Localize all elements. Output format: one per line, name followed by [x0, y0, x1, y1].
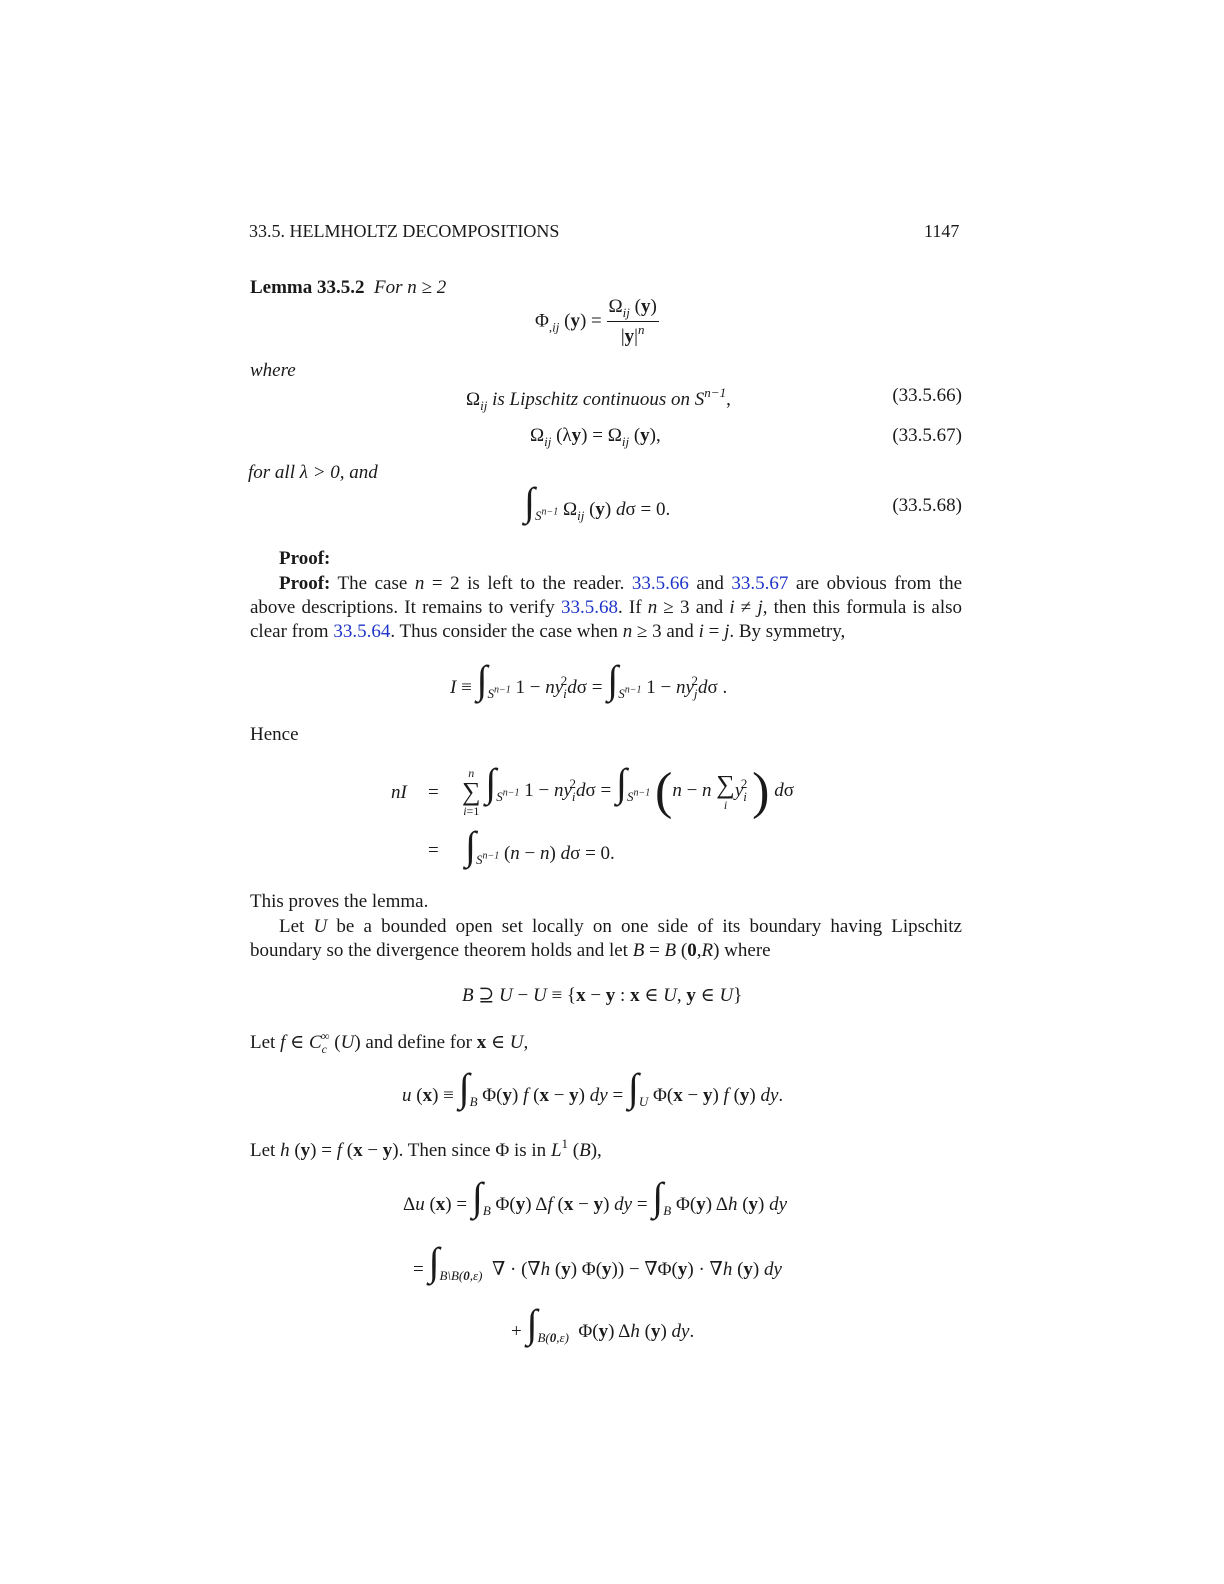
forall-text: for all λ > 0, and — [248, 462, 378, 483]
equation-laplacian-line2: = $\int_{B\backslash B(0,\varepsilon)}$ ∇ · (∇h (y) Φ(y)) − ∇Φ(y) · ∇h (y) dy — [413, 1239, 782, 1284]
equation-67: $\Omega_{ij}$ $(\lambda y) = \Omega_{ij}$ (y), — [530, 425, 661, 449]
proof-lead: Proof: — [279, 573, 331, 594]
then-words: . Then since Φ is in — [398, 1140, 547, 1161]
page-number: 1147 — [924, 221, 960, 241]
equation-laplacian-line3: + $\int_{B(0,\varepsilon)}$ Φ(y) Δh (y) dy. — [511, 1301, 695, 1346]
lemma-statement — [250, 277, 446, 299]
equation-laplacian-u: Δu $(x) = \int_B$ Φ(y) Δf (x − y) dy = $\int_B$ Φ(y) Δh (y) dy — [403, 1174, 788, 1219]
ref-33-5-66[interactable]: 33.5.66 — [631, 573, 689, 594]
equation-nI-line1: n ∑ i=1 $\int_{S^{n-1}}$ $1 - ny_i^2d\sigma = \int_{S^{n-1}}$ (n − n ∑ i $y_i^2$ ) dσ — [462, 759, 794, 820]
equation-I: $I \equiv \int_{S^{n-1}}$ $1 - ny_i^2d\sigma = \int_{S^{n-1}}$ $1 - ny_j^2d\sigma$ . — [450, 657, 728, 702]
lemma-conclusion: This proves the lemma. — [250, 891, 429, 912]
let-f-words: and define for — [365, 1032, 472, 1053]
equation-number-68: (33.5.68) — [892, 495, 962, 516]
paragraph-let-f: Let f ∈ $C_c^\infty$ (U) and define for x ∈ U, — [250, 1029, 529, 1056]
where-text: where — [250, 360, 296, 381]
equation-B-set: B ⊇ U − U ≡ {x − y : x ∈ U, y ∈ U} — [462, 985, 743, 1006]
proof-heading: Proof: — [279, 548, 331, 569]
equation-66: $\Omega_{ij}$ is Lipschitz continuous on $S^{n-1}$, — [466, 385, 731, 413]
equation-number-67: (33.5.67) — [892, 425, 962, 446]
equation-nI-lhs: nI — [391, 782, 407, 803]
ref-33-5-67[interactable]: 33.5.67 — [731, 573, 789, 594]
lemma-label: Lemma 33.5.2 — [250, 277, 365, 298]
equation-phi-ij: $\Phi_{,ij}$ (y) = $\frac{\Omega_{ij} (y)}{|y|^n}$ — [535, 296, 657, 347]
ref-33-5-68[interactable]: 33.5.68 — [560, 597, 618, 618]
equation-u-x: u $(x) \equiv \int_B$ Φ(y) f (x − y) dy = $\int_U$ Φ(x − y) f (y) dy. — [402, 1065, 784, 1110]
proof-paragraph: Proof: The case n = 2 is left to the reader. 33.5.66 and 33.5.67 are obvious from the above descriptions. It remains to verify 33.5.68. If n ≥ 3 and i ≠ j, then this formula is also clear from 33.5.64. Thus consider the case when n ≥ 3 and i = j. By symmetry, — [250, 573, 963, 642]
paragraph-let-h: Let h (y) = f (x − y). Then since Φ is in $L^1$ (B), — [250, 1136, 602, 1161]
ref-33-5-64[interactable]: 33.5.64 — [333, 621, 391, 642]
equals-sign-1: = — [428, 782, 439, 803]
equation-nI-line2: $\int_{S^{n-1}}$ (n − n) dσ = 0. — [465, 823, 615, 868]
lemma-condition: For n ≥ 2 — [374, 277, 447, 298]
equals-sign-2: = — [428, 840, 439, 861]
equation-68: $\int_{S^{n-1}}$ $\Omega_{ij}$ (y) dσ = 0. — [524, 479, 671, 524]
hence-text: Hence — [250, 724, 299, 745]
equation-number-66: (33.5.66) — [892, 385, 962, 406]
paragraph-let-U: Let U be a bounded open set locally on one side of its boundary having Lipschitz boundary so the divergence theorem holds and let B = B (0,R) where — [250, 916, 962, 961]
running-header: 33.5. HELMHOLTZ DECOMPOSITIONS — [249, 221, 560, 241]
